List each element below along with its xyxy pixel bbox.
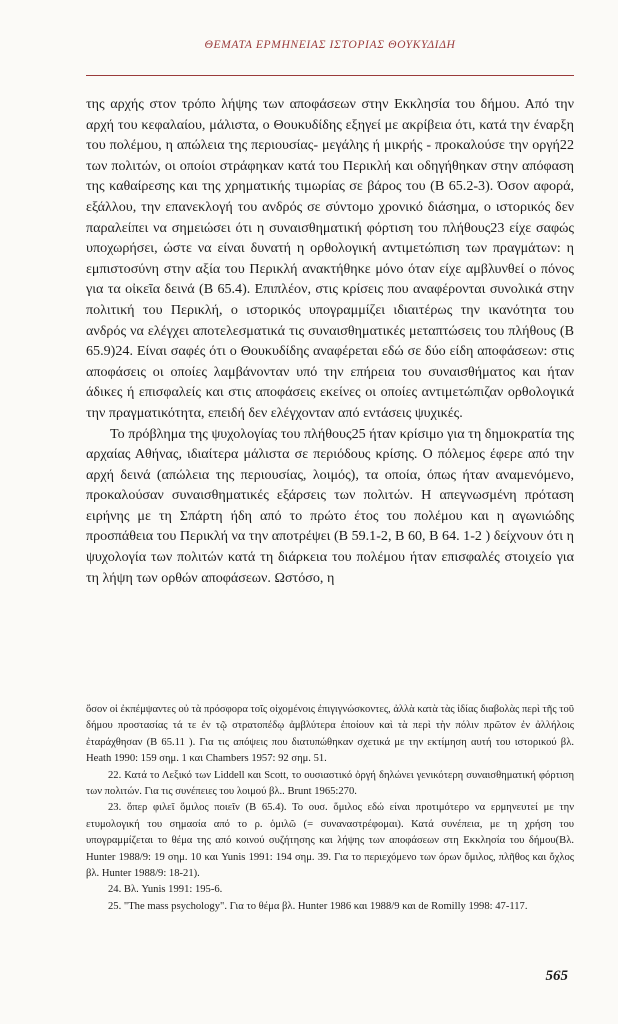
paragraph: Το πρόβλημα της ψυχολογίας του πλήθους25 ήταν κρίσιμο για τη δημοκρατία της αρχαίας Αθήνας, ιδιαίτερα μάλιστα σε περιόδους κρίσης. Ο πόλεμος έφερε από την αρχή δεινά (απώλεια της περιουσίας, λοιμός), τα οποία, όπως ήταν αναμενόμενο, προκαλούσαν συναισθηματικές εξάρσεις των πολιτών. Η απεγνωσμένη πρόταση ειρήνης με τη Σπάρτη ήδη από το πρώτο έτος του πολέμου και η αγωνιώδης προσπάθεια του Περικλή να την αποτρέψει (Β 59.1-2, Β 60, Β 64. 1-2 ) δείχνουν ότι η ψυχολογία των πολιτών κατά τη διάρκεια του πολέμου ήταν επισφαλές στοιχείο για τη λήψη των ορθών αποφάσεων. Ωστόσο, η: [86, 425, 574, 586]
footnote-23: 23. ὅπερ φιλεῖ ὅμιλος ποιεῖν (Β 65.4). Το ουσ. ὅμιλος εδώ είναι προτιμότερο να ερμηνευτεί με την ετυμολογική του σημασία από το ρ. ὁμιλῶ (= συναναστρέφομαι). Κατά συνέπεια, με τη χρήση του υπογραμμίζεται το θέμα της από κοινού συζήτησης και λήψης των αποφάσεων στη Εκκλησία του δήμου(Βλ. Hunter 1988/9: 19 σημ. 10 και Yunis 1991: 194 σημ. 39. Για το περιεχόμενο των όρων ὅμιλος, πλῆθος και ὄχλος βλ. Hunter 1988/9: 18-21).: [86, 802, 574, 880]
page-number: 565: [545, 968, 568, 984]
header-rule: [86, 75, 574, 76]
footnote-24: 24. Βλ. Yunis 1991: 195-6.: [108, 884, 223, 896]
paragraph: της αρχής στον τρόπο λήψης των αποφάσεων στην Εκκλησία του δήμου. Από την αρχή του κεφαλαίου, μάλιστα, ο Θουκυδίδης εξηγεί με ακρίβεια ότι, κατά την έναρξη του πολέμου, η απώλεια της περιουσίας- μεγάλης ή μικρής - προκαλούσε την οργή22 των πολιτών, οι οποίοι στράφηκαν κατά του Περικλή και οδηγήθηκαν στην απόφαση της καθαίρεσης και της χρηματικής τιμωρίας σε βάρος του (Β 65.2-3). Όσον αφορά, εξάλλου, την επανεκλογή του ανδρός σε σύντομο χρονικό διάσημα, ο ιστορικός δεν παραλείπει να σημειώσει ότι η συναισθηματική φόρτιση του πλήθους23 είχε σαφώς υποχωρήσει, ώστε να είναι δυνατή η ορθολογική αντιμετώπιση των πραγμάτων: η εμπιστοσύνη στην αξία του Περικλή ανακτήθηκε μόνο όταν είχε αμβλυνθεί ο πόνος για τα οἰκεῖα δεινά (Β 65.4). Επιπλέον, στις κρίσεις που αναφέρονται συνολικά στην πολιτική του Περικλή, ο ιστορικός υπογραμμίζει ιδιαιτέρως την ικανότητα του ανδρός να ελέγχει αποτελεσματικά τις συναισθηματικές μεταπτώσεις του πλήθους (Β 65.9)24. Είναι σαφές ότι ο Θουκυδίδης αναφέρεται εδώ σε δύο είδη αποφάσεων: στις αποφάσεις οι οποίες λαμβάνονταν υπό την επήρεια του συναισθήματος και ήταν άδικες ή επισφαλείς και στις αποφάσεις εκείνες οι οποίες αντιμετώπιζαν ορθολογικά την πραγματικότητα, επειδή δεν ελέγχονταν από εντάσεις ψυχικές.: [86, 96, 574, 421]
running-header: ΘΕΜΑΤΑ ΕΡΜΗΝΕΙΑΣ ΙΣΤΟΡΙΑΣ ΘΟΥΚΥΔΙΔΗ: [204, 38, 456, 51]
main-text: [86, 94, 574, 588]
footnote-22: 22. Κατά το Λεξικό των Liddell και Scott, το ουσιαστικό ὀργή δηλώνει γενικότερη συναισθηματική φόρτιση των πολιτών. Για τις συνέπειες του λοιμού βλ.. Brunt 1965:270.: [86, 769, 574, 798]
footnote-continuation: ὅσον οἱ ἐκπέμψαντες οὐ τὰ πρόσφορα τοῖς οἰχομένοις ἐπιγιγνώσκοντες, ἀλλὰ κατὰ τὰς ἰδίας διαβολὰς περὶ τῆς τοῦ δήμου προστασίας τά τε ἐν τῷ στρατοπέδῳ ἀμβλύτερα ἐποίουν καὶ τὰ περὶ τὴν πόλιν πρῶτον ἐν ἀλλήλοις ἐταράχθησαν (Β 65.11 ). Για τις απόψεις που διατυπώθηκαν σχετικά με την εκτίμηση αυτή του ιστορικού βλ. Heath 1990: 159 σημ. 1 και Chambers 1957: 92 σημ. 51.: [86, 704, 574, 765]
footnotes: [86, 702, 574, 915]
footnote-25: 25. "The mass psychology". Για το θέμα βλ. Hunter 1986 και 1988/9 και de Romilly 1998: 47-117.: [108, 900, 528, 912]
